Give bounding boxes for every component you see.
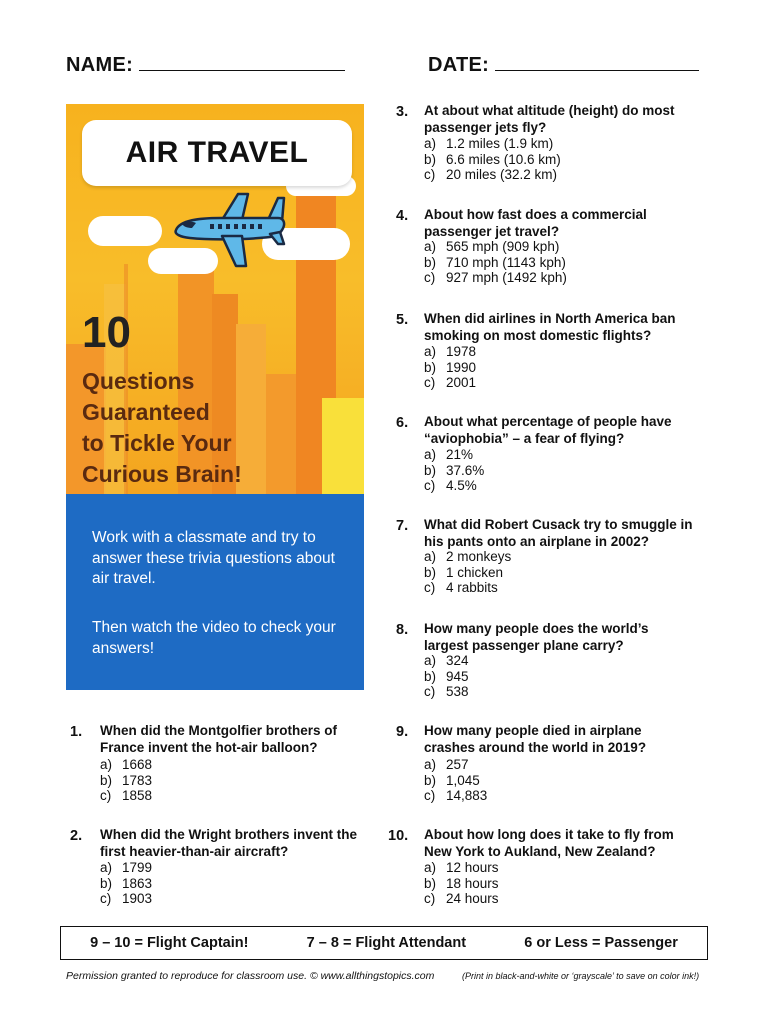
date-blank-line [495,52,699,71]
answer-option: c) 2001 [424,375,477,390]
answer-options [424,549,694,596]
date-label: DATE: [428,54,490,76]
answer-option: b) 18 hours [424,875,499,891]
name-field [66,52,345,77]
poster-subtitle-line: Guaranteed [82,399,210,425]
answer-option: a) 1978 [424,344,477,359]
answer-options [424,860,694,907]
poster-title-box [82,120,352,186]
answer-options [424,653,694,700]
answer-option: a) 21% [424,447,474,462]
question-text: About how fast does a commercial passenger jet travel? [424,207,647,239]
poster [66,104,364,690]
question-text: About how long does it take to fly from New York to Aukland, New Zealand? [424,827,674,859]
poster-city-illustration [66,104,364,494]
question-text: When did airlines in North America ban smoking on most domestic flights? [424,311,676,343]
answer-option: c) 14,883 [424,788,488,803]
question-number: 5. [396,312,409,328]
instruction-text: Then watch the video to check your answers! [92,619,336,657]
question-number: 7. [396,518,409,534]
question-number: 3. [396,104,409,120]
answer-option: b) 1,045 [424,772,480,788]
poster-number: 10 [82,308,131,357]
answer-options [424,136,694,183]
question-number: 4. [396,208,409,224]
question-text: At about what altitude (height) do most passenger jets fly? [424,103,675,135]
answer-option: a) 257 [424,757,469,772]
poster-subtitle [82,366,312,490]
poster-title: AIR TRAVEL [125,136,309,169]
question-number: 2. [70,828,83,844]
poster-instructions-panel [66,494,364,690]
permission-note: Permission granted to reproduce for classroom use. © www.allthingstopics.com [66,970,435,982]
answer-option: c) 1858 [100,788,153,803]
answer-option: c) 4.5% [424,478,477,493]
instruction-text: Work with a classmate and try to answer these trivia questions about air travel. [92,529,335,587]
answer-option: b) 1 chicken [424,564,504,580]
poster-subtitle-line: to Tickle Your [82,430,232,456]
score-tier: 6 or Less = Passenger [524,935,678,951]
question-text: How many people died in airplane crashes around the world in 2019? [424,723,647,755]
answer-option: a) 324 [424,653,469,668]
question-number: 8. [396,622,409,638]
name-blank-line [139,52,345,71]
airplane-icon [170,190,288,270]
name-label: NAME: [66,54,134,76]
answer-options [424,344,694,391]
answer-option: c) 1903 [100,891,153,906]
poster-subtitle-line: Questions [82,368,195,394]
poster-subtitle-line: Curious Brain! [82,461,242,487]
score-tier: 9 – 10 = Flight Captain! [90,935,249,951]
answer-option: b) 710 mph (1143 kph) [424,254,566,270]
question-text: When did the Montgolfier brothers of France invent the hot-air balloon? [100,723,337,755]
answer-option: a) 1668 [100,757,153,772]
question-text: About what percentage of people have “aviophobia” – a fear of flying? [424,414,672,446]
answer-options [424,447,694,494]
answer-options [100,757,370,804]
answer-option: a) 12 hours [424,860,499,875]
answer-option: c) 4 rabbits [424,580,498,595]
answer-options [424,757,694,804]
question-number: 9. [396,724,409,740]
answer-option: b) 1783 [100,772,153,788]
answer-option: c) 20 miles (32.2 km) [424,167,558,182]
answer-option: c) 927 mph (1492 kph) [424,270,567,285]
answer-option: a) 1.2 miles (1.9 km) [424,136,554,151]
print-note: (Print in black-and-white or ‘grayscale’ to save on color ink!) [462,971,700,981]
question-number: 1. [70,724,83,740]
cloud [88,216,162,246]
answer-options [424,239,694,286]
answer-options [100,860,370,907]
date-field [428,52,699,77]
question-text: How many people does the world’s largest passenger plane carry? [424,621,649,653]
question-number: 10. [388,828,409,844]
answer-option: b) 6.6 miles (10.6 km) [424,151,561,167]
answer-option: b) 1990 [424,359,477,375]
answer-option: b) 1863 [100,875,153,891]
answer-option: a) 2 monkeys [424,549,512,564]
answer-option: c) 24 hours [424,891,499,906]
answer-option: b) 945 [424,668,469,684]
question-text: When did the Wright brothers invent the first heavier-than-air aircraft? [100,827,357,859]
answer-option: a) 565 mph (909 kph) [424,239,560,254]
question-text: What did Robert Cusack try to smuggle in his pants onto an airplane in 2002? [424,517,693,549]
answer-option: b) 37.6% [424,462,485,478]
score-tier: 7 – 8 = Flight Attendant [306,935,467,951]
scoring-box [60,926,708,960]
question-number: 6. [396,415,409,431]
answer-option: c) 538 [424,684,469,699]
building [322,398,364,494]
answer-option: a) 1799 [100,860,153,875]
